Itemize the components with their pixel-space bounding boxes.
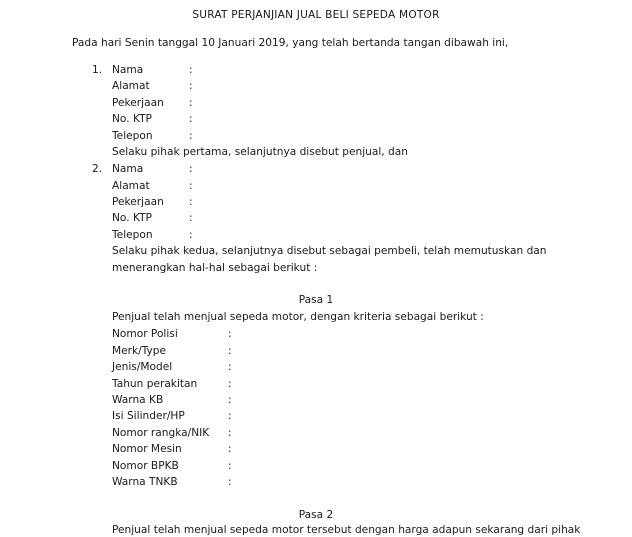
party1-field-colon: : xyxy=(189,80,193,92)
party1-field-label: Alamat xyxy=(112,80,150,92)
opening-paragraph: Pada hari Senin tanggal 10 Januari 2019, yang telah bertanda tangan dibawah ini, xyxy=(72,37,509,49)
pasal1-field-colon: : xyxy=(228,361,232,373)
pasal1-field-label: Nomor rangka/NIK xyxy=(112,427,210,439)
pasal1-field-label: Merk/Type xyxy=(112,345,167,357)
pasal1-field-colon: : xyxy=(228,345,232,357)
party1-field-colon: : xyxy=(189,130,193,142)
party2-field-label: Pekerjaan xyxy=(112,196,164,208)
party1-field-colon: : xyxy=(189,113,193,125)
party2-note-line1: Selaku pihak kedua, selanjutnya disebut sebagai pembeli, telah memutuskan dan xyxy=(112,245,547,257)
pasal1-intro: Penjual telah menjual sepeda motor, dengan kriteria sebagai berikut : xyxy=(112,311,484,323)
party2-field-colon: : xyxy=(189,196,193,208)
pasal1-field-label: Warna KB xyxy=(112,394,164,406)
pasal2-partial-line: Penjual telah menjual sepeda motor tersebut dengan harga adapun sekarang dari pihak xyxy=(112,524,581,536)
pasal1-field-label: Nomor BPKB xyxy=(112,460,179,472)
pasal1-field-colon: : xyxy=(228,460,232,472)
party2-field-label: No. KTP xyxy=(112,212,152,224)
party1-field-label: No. KTP xyxy=(112,113,152,125)
party1-number: 1. xyxy=(92,64,103,76)
pasal1-heading: Pasa 1 xyxy=(298,294,334,306)
pasal1-field-colon: : xyxy=(228,427,232,439)
party2-number: 2. xyxy=(92,163,103,175)
pasal1-field-label: Isi Silinder/HP xyxy=(112,410,185,422)
party1-note: Selaku pihak pertama, selanjutnya disebut penjual, dan xyxy=(112,146,408,158)
pasal1-field-label: Tahun perakitan xyxy=(112,378,198,390)
party1-field-colon: : xyxy=(189,64,193,76)
party2-field-colon: : xyxy=(189,180,193,192)
party1-field-label: Nama xyxy=(112,64,144,76)
pasal1-field-colon: : xyxy=(228,410,232,422)
pasal1-field-label: Jenis/Model xyxy=(112,361,173,373)
pasal1-field-colon: : xyxy=(228,476,232,488)
party2-field-label: Nama xyxy=(112,163,144,175)
document-title: SURAT PERJANJIAN JUAL BELI SEPEDA MOTOR xyxy=(192,9,440,21)
party2-field-label: Telepon xyxy=(112,229,153,241)
party2-field-colon: : xyxy=(189,163,193,175)
pasal1-field-label: Nomor Mesin xyxy=(112,443,182,455)
pasal1-field-colon: : xyxy=(228,328,232,340)
party2-note-line2: menerangkan hal-hal sebagai berikut : xyxy=(112,262,318,274)
pasal1-field-colon: : xyxy=(228,443,232,455)
pasal1-field-colon: : xyxy=(228,378,232,390)
pasal1-field-colon: : xyxy=(228,394,232,406)
party1-field-colon: : xyxy=(189,97,193,109)
pasal1-field-label: Warna TNKB xyxy=(112,476,178,488)
party1-field-label: Pekerjaan xyxy=(112,97,164,109)
pasal1-field-label: Nomor Polisi xyxy=(112,328,178,340)
party2-field-label: Alamat xyxy=(112,180,150,192)
party2-field-colon: : xyxy=(189,212,193,224)
party1-field-label: Telepon xyxy=(112,130,153,142)
pasal2-heading: Pasa 2 xyxy=(298,509,334,521)
party2-field-colon: : xyxy=(189,229,193,241)
